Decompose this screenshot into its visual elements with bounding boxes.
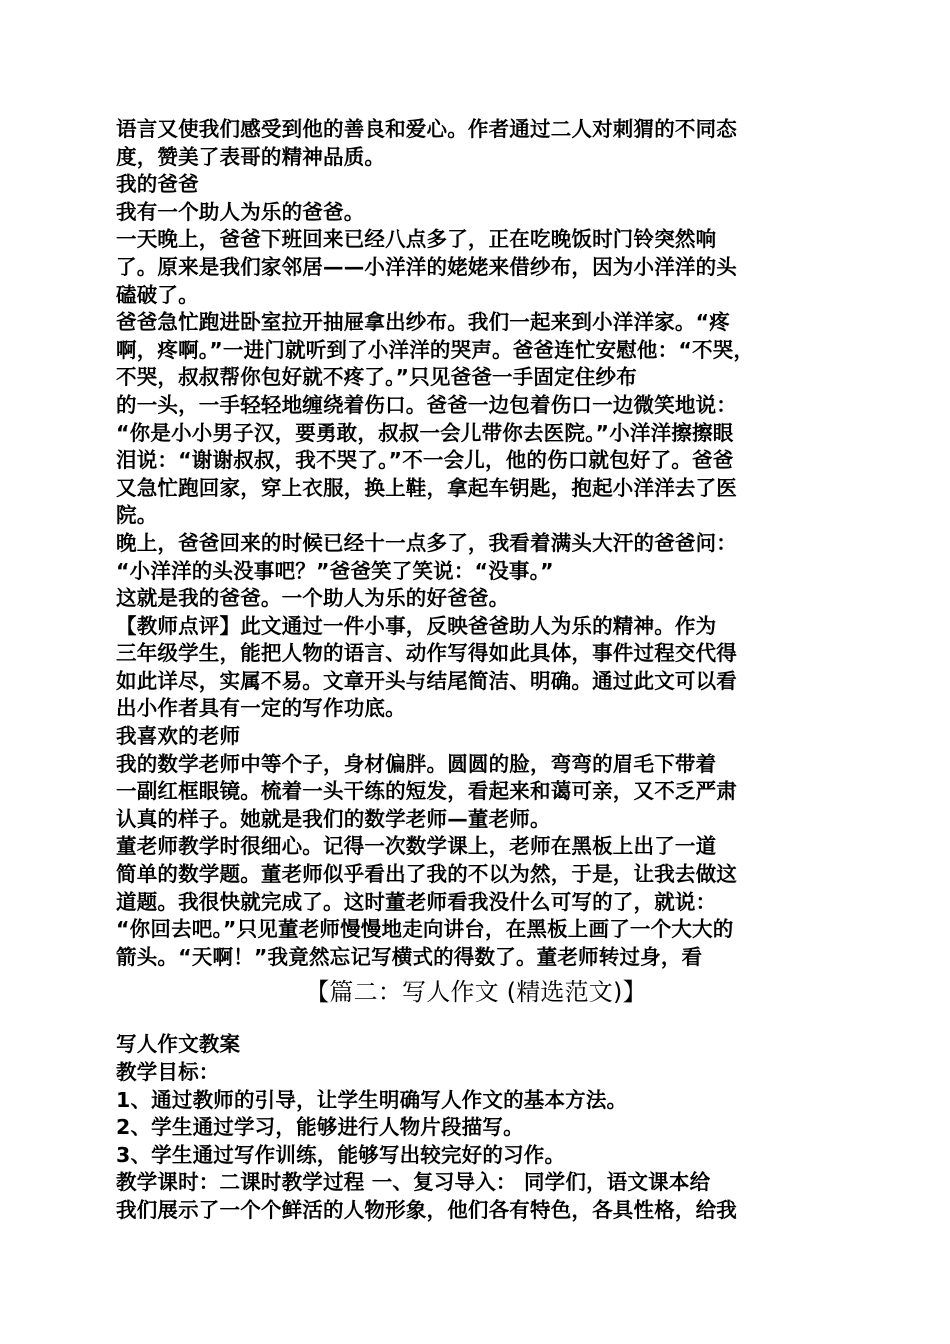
text-line: 我们展示了一个个鲜活的人物形象，他们各有特色，各具性格，给我 <box>116 1197 737 1222</box>
text-line: 出小作者具有一定的写作功底。 <box>116 696 406 721</box>
text-line: 【教师点评】此文通过一件小事，反映爸爸助人为乐的精神。作为 <box>116 613 717 638</box>
text-line: 不哭，叔叔帮你包好就不疼了。”只见爸爸一手固定住纱布 <box>116 365 637 390</box>
text-line: 2、学生通过学习，能够进行人物片段描写。 <box>116 1115 524 1140</box>
text-line: 认真的样子。她就是我们的数学老师—董老师。 <box>116 806 551 831</box>
text-line: 教学目标： <box>116 1060 220 1084</box>
text-line: 箭头。“天啊！”我竟然忘记写横式的得数了。董老师转过身，看 <box>116 944 703 969</box>
text-line: 我有一个助人为乐的爸爸。 <box>116 199 365 224</box>
text-line: 道题。我很快就完成了。这时董老师看我没什么可写的了，就说： <box>116 889 717 914</box>
text-line: “你是小小男子汉，要勇敢，叔叔一会儿带你去医院。”小洋洋擦擦眼 <box>116 420 734 445</box>
text-line: 磕破了。 <box>116 282 199 307</box>
text-line: 我喜欢的老师 <box>116 724 241 749</box>
text-line: 如此详尽，实属不易。文章开头与结尾简洁、明确。通过此文可以看 <box>116 668 737 693</box>
section-heading: 【篇二：写人作文 (精选范文)】 <box>305 978 647 1007</box>
text-line: 度，赞美了表哥的精神品质。 <box>116 144 386 169</box>
text-line: 教学课时：二课时教学过程 一、复习导入： 同学们，语文课本给 <box>116 1170 711 1195</box>
text-line: “你回去吧。”只见董老师慢慢地走向讲台，在黑板上画了一个大大的 <box>116 917 734 942</box>
text-line: “小洋洋的头没事吧？”爸爸笑了笑说：“没事。” <box>116 558 554 583</box>
text-line: 了。原来是我们家邻居——小洋洋的姥姥来借纱布，因为小洋洋的头 <box>116 254 737 279</box>
text-line: 泪说：“谢谢叔叔，我不哭了。”不一会儿，他的伤口就包好了。爸爸 <box>116 448 734 473</box>
text-line: 的一头，一手轻轻地缠绕着伤口。爸爸一边包着伤口一边微笑地说： <box>116 392 737 417</box>
text-line: 董老师教学时很细心。记得一次数学课上，老师在黑板上出了一道 <box>116 834 717 859</box>
text-line: 一天晚上，爸爸下班回来已经八点多了，正在吃晚饭时门铃突然响 <box>116 227 717 252</box>
text-line: 写人作文教案 <box>116 1032 241 1057</box>
essay-body <box>116 116 836 971</box>
lesson-plan-body <box>116 1031 836 1224</box>
text-line: 晚上，爸爸回来的时候已经十一点多了，我看着满头大汗的爸爸问： <box>116 530 737 555</box>
text-line: 院。 <box>116 503 158 528</box>
text-line: 一副红框眼镜。梳着一头干练的短发，看起来和蔼可亲，又不乏严肃 <box>116 779 737 804</box>
text-line: 3、学生通过写作训练，能够写出较完好的习作。 <box>116 1142 566 1167</box>
text-line: 语言又使我们感受到他的善良和爱心。作者通过二人对刺猬的不同态 <box>116 117 737 141</box>
text-line: 又急忙跑回家，穿上衣服，换上鞋，拿起车钥匙，抱起小洋洋去了医 <box>116 475 737 500</box>
text-line: 这就是我的爸爸。一个助人为乐的好爸爸。 <box>116 586 510 611</box>
text-line: 1、通过教师的引导，让学生明确写人作文的基本方法。 <box>116 1087 628 1112</box>
spacer <box>116 1011 836 1031</box>
document-page <box>116 116 836 1225</box>
text-line: 我的爸爸 <box>116 172 199 197</box>
text-line: 我的数学老师中等个子，身材偏胖。圆圆的脸，弯弯的眉毛下带着 <box>116 751 717 776</box>
text-line: 简单的数学题。董老师似乎看出了我的不以为然，于是，让我去做这 <box>116 862 737 887</box>
text-line: 三年级学生，能把人物的语言、动作写得如此具体，事件过程交代得 <box>116 641 737 666</box>
text-line: 啊，疼啊。”一进门就听到了小洋洋的哭声。爸爸连忙安慰他：“不哭， <box>116 337 755 362</box>
text-line: 爸爸急忙跑进卧室拉开抽屉拿出纱布。我们一起来到小洋洋家。“疼 <box>116 310 730 335</box>
